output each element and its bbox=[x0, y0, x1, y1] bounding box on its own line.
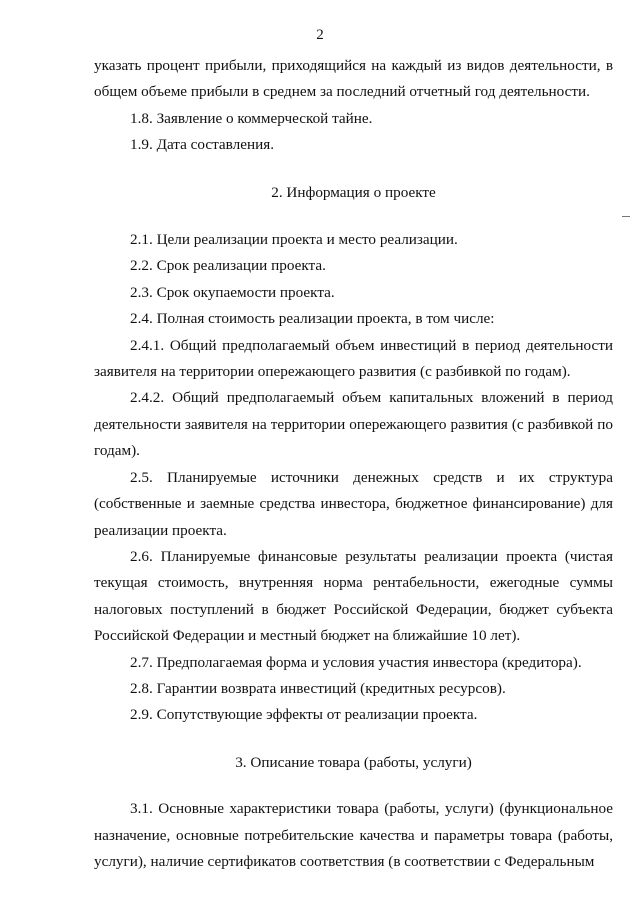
list-item: 2.4.2. Общий предполагаемый объем капитальных вложений в период деятельности заявителя на территории опережающего развития (с разбивкой по годам). bbox=[94, 389, 613, 460]
list-item: 2.9. Сопутствующие эффекты от реализации проекта. bbox=[130, 706, 478, 724]
list-item: 2.3. Срок окупаемости проекта. bbox=[130, 283, 335, 301]
list-item: 2.8. Гарантии возврата инвестиций (кредитных ресурсов). bbox=[130, 679, 506, 697]
paragraph: 1.8. Заявление о коммерческой тайне. bbox=[130, 109, 373, 127]
page-number: 2 bbox=[316, 27, 324, 43]
document-body bbox=[94, 53, 613, 875]
section-heading: 2. Информация о проекте bbox=[271, 183, 436, 201]
list-item: 2.1. Цели реализации проекта и место реализации. bbox=[130, 231, 458, 249]
section-heading: 3. Описание товара (работы, услуги) bbox=[235, 753, 472, 771]
list-item: 2.7. Предполагаемая форма и условия участия инвестора (кредитора). bbox=[130, 653, 582, 671]
scan-mark bbox=[622, 216, 630, 217]
list-item: 2.6. Планируемые финансовые результаты реализации проекта (чистая текущая стоимость, внутренняя норма рентабельности, ежегодные суммы налоговых поступлений в бюджет Российской Федерации, бюджет субъекта Российской Федерации и местный бюджет на ближайшие 10 лет). bbox=[94, 547, 613, 645]
list-item: 2.4. Полная стоимость реализации проекта, в том числе: bbox=[130, 310, 495, 328]
list-item: 2.5. Планируемые источники денежных средств и их структура (собственные и заемные средства инвестора, бюджетное финансирование) для реализации проекта. bbox=[94, 468, 613, 539]
list-item: 3.1. Основные характеристики товара (работы, услуги) (функциональное назначение, основные потребительские качества и параметры товара (работы, услуги), наличие сертификатов соответствия (в соответствии с Федеральным bbox=[94, 800, 613, 870]
paragraph: 1.9. Дата составления. bbox=[130, 136, 274, 154]
list-item: 2.4.1. Общий предполагаемый объем инвестиций в период деятельности заявителя на территории опережающего развития (с разбивкой по годам). bbox=[94, 336, 613, 381]
list-item: 2.2. Срок реализации проекта. bbox=[130, 257, 326, 275]
paragraph: указать процент прибыли, приходящийся на каждый из видов деятельности, в общем объеме прибыли в среднем за последний отчетный год деятельности. bbox=[94, 57, 613, 101]
